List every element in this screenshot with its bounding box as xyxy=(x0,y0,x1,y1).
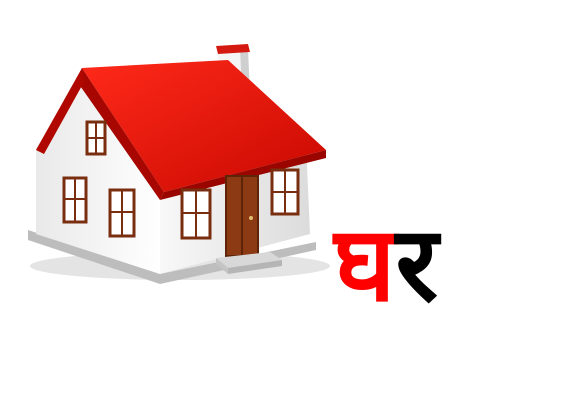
front-window-right xyxy=(272,170,298,214)
side-window-right xyxy=(110,190,134,236)
house-icon xyxy=(20,38,330,300)
front-window-left xyxy=(182,190,210,238)
house-illustration xyxy=(20,38,330,300)
word-second-letter: र xyxy=(395,203,439,325)
door xyxy=(226,176,258,256)
word-first-letter: घ xyxy=(334,203,396,325)
attic-window xyxy=(87,122,105,154)
side-window-left xyxy=(64,178,86,222)
hindi-word-ghar xyxy=(334,203,439,325)
